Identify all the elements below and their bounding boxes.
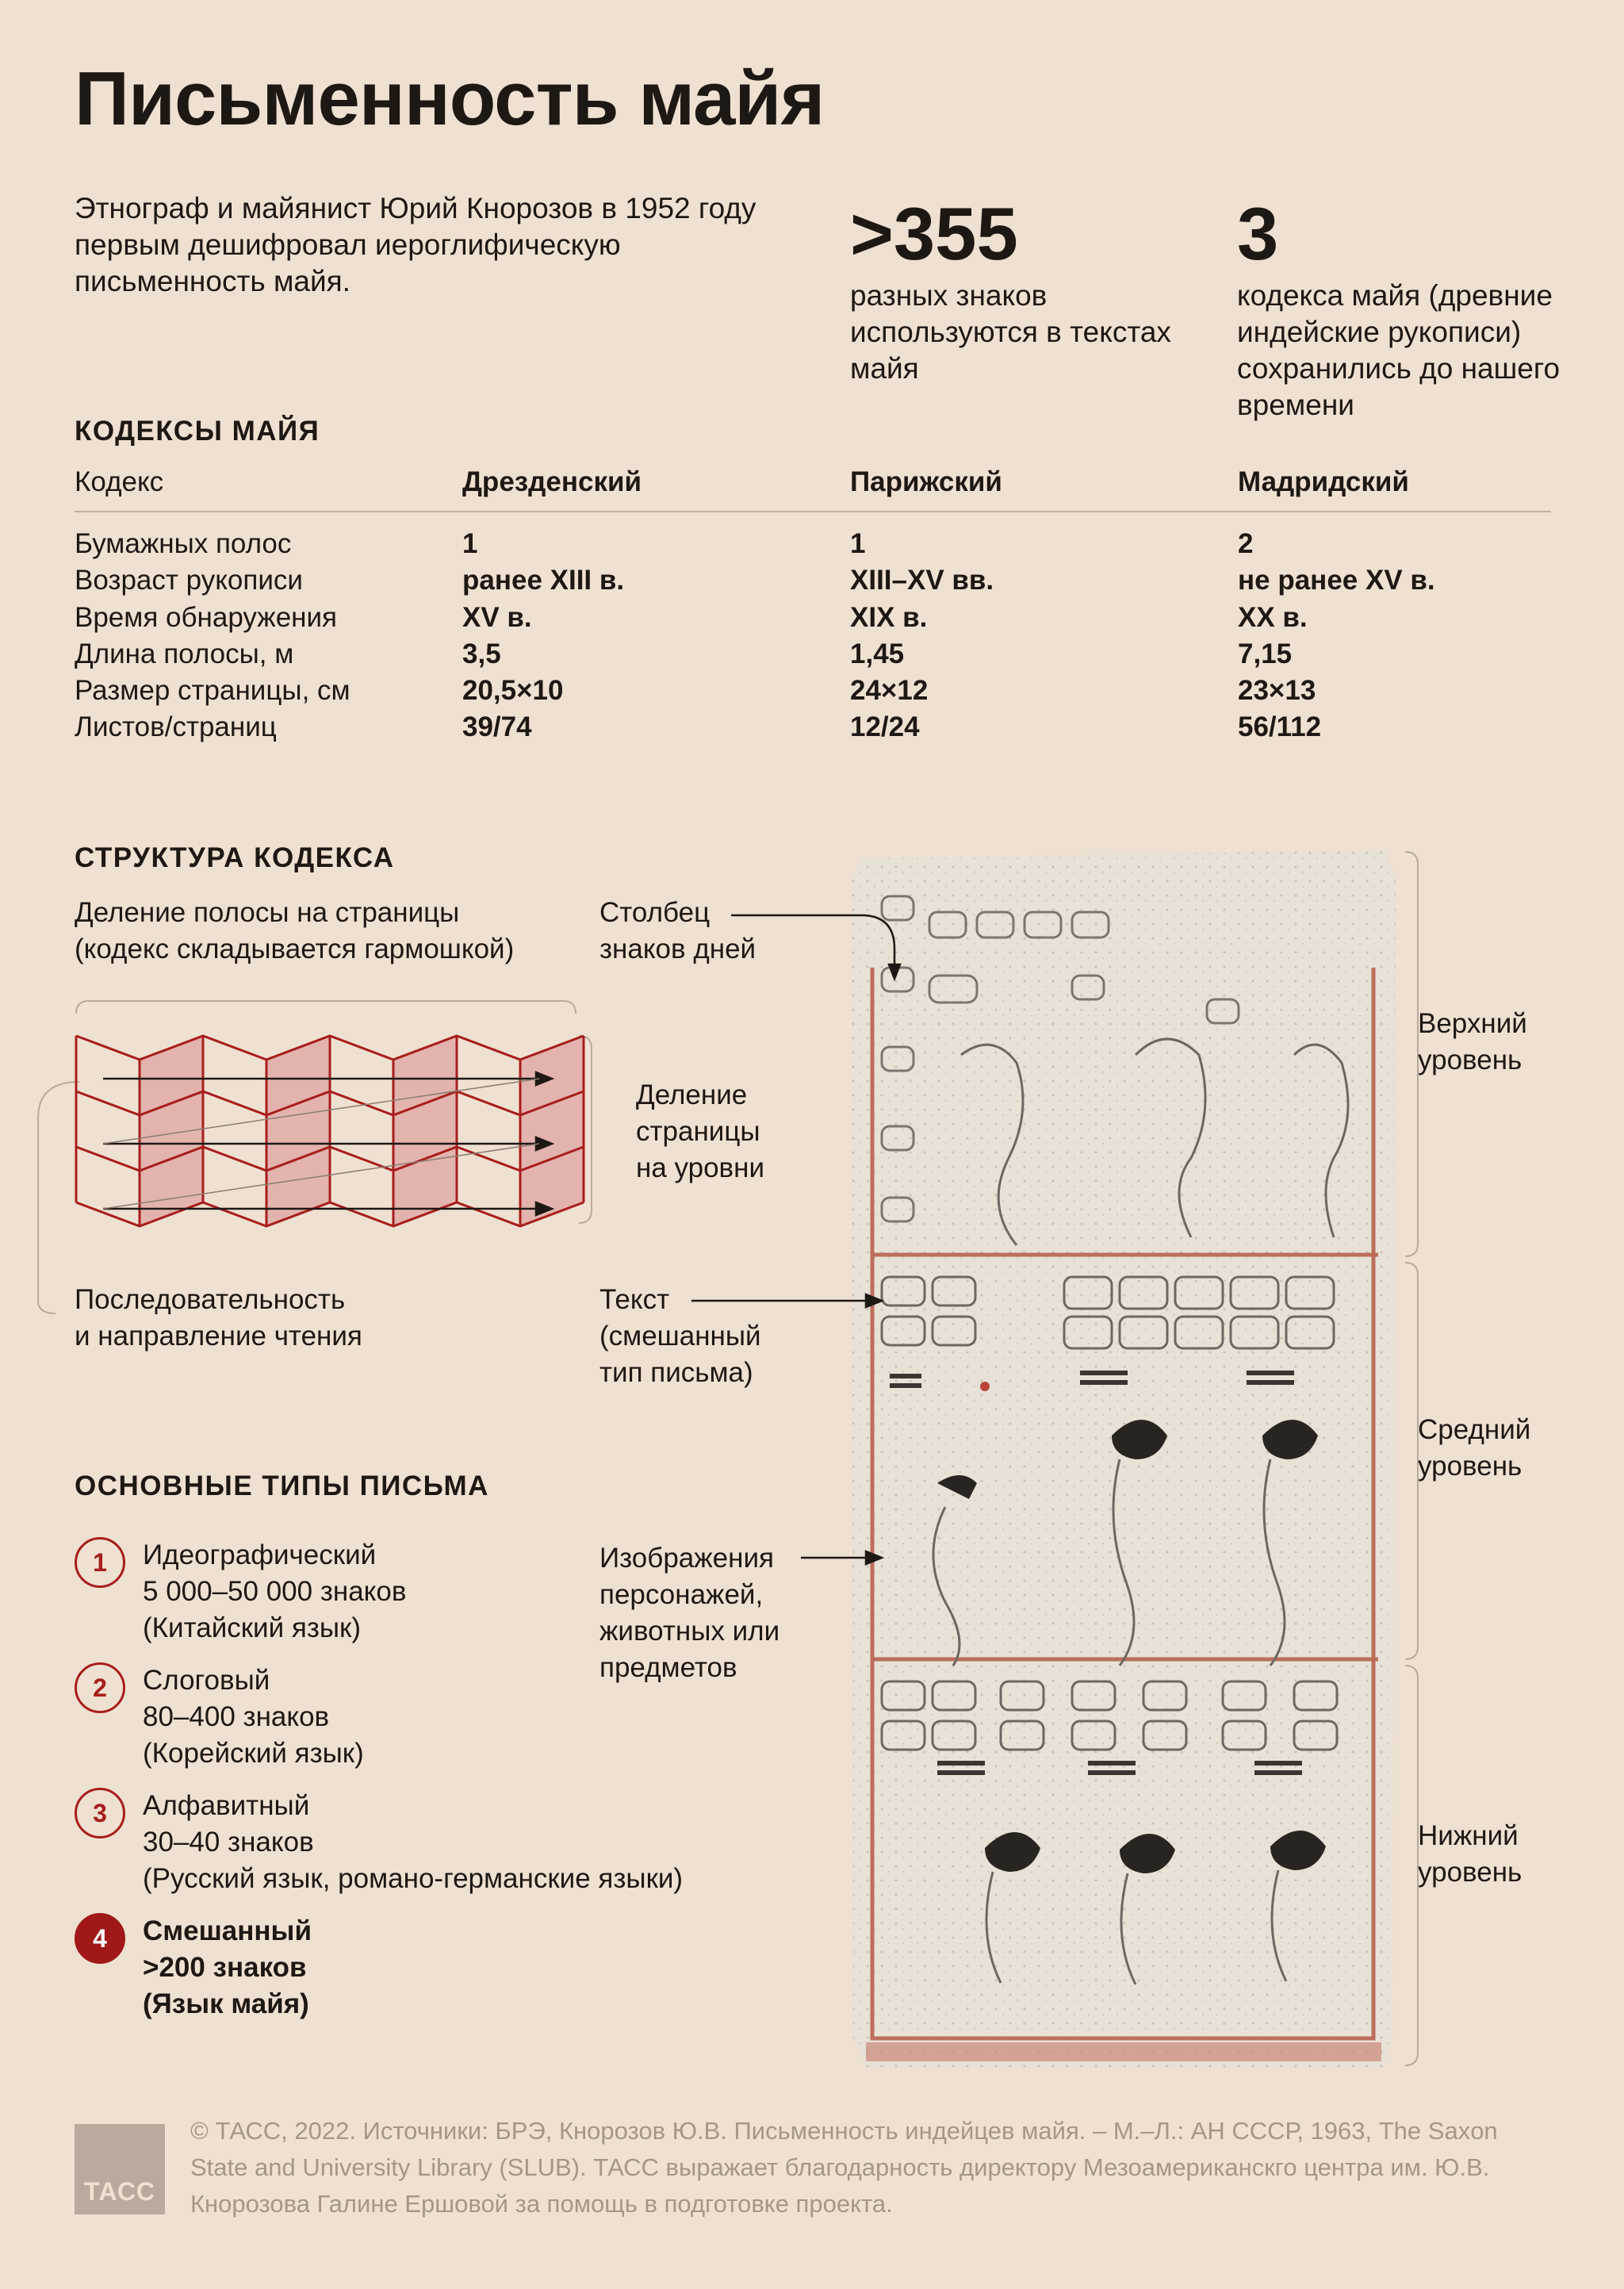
table-row bbox=[75, 512, 1551, 565]
table-cell: 3,5 bbox=[462, 638, 501, 669]
level-middle-line: уровень bbox=[1418, 1451, 1522, 1482]
table-cell: 24×12 bbox=[850, 675, 929, 707]
days-column-line: знаков дней bbox=[599, 934, 756, 964]
images-label-line: Изображения bbox=[599, 1543, 774, 1574]
levels-label-line: Деление bbox=[636, 1079, 748, 1110]
division-label-line: (кодекс складывается гармошкой) bbox=[75, 934, 515, 964]
type-number-badge: 4 bbox=[75, 1913, 125, 1964]
stat-codices-value: 3 bbox=[1237, 192, 1279, 275]
table-cell: 1,45 bbox=[850, 638, 905, 669]
list-item bbox=[75, 1662, 683, 1772]
codices-table bbox=[75, 466, 1551, 749]
table-cell: XIX в. bbox=[850, 601, 928, 633]
reading-order-label bbox=[75, 1282, 362, 1355]
type-count: 80–400 знаков bbox=[143, 1701, 330, 1732]
division-label bbox=[75, 895, 514, 968]
list-item bbox=[75, 1537, 683, 1647]
reading-order-line: и направление чтения bbox=[75, 1321, 362, 1352]
type-number-badge: 1 bbox=[75, 1537, 125, 1588]
list-item bbox=[75, 1913, 683, 2023]
table-row bbox=[75, 675, 1551, 711]
days-column-line: Столбец bbox=[599, 897, 710, 928]
table-row bbox=[75, 602, 1551, 638]
table-cell: 7,15 bbox=[1238, 638, 1293, 669]
level-middle-label bbox=[1418, 1412, 1530, 1485]
table-cell: XIII–XV вв. bbox=[850, 565, 994, 596]
table-cell: Возраст рукописи bbox=[75, 565, 303, 596]
structure-heading: СТРУКТУРА КОДЕКСА bbox=[75, 842, 395, 873]
writing-types-heading: ОСНОВНЫЕ ТИПЫ ПИСЬМА bbox=[75, 1470, 489, 1501]
table-cell: 39/74 bbox=[462, 711, 532, 743]
table-cell: XV в. bbox=[462, 601, 532, 633]
stat-codices bbox=[1237, 192, 1586, 424]
codex-page-illustration bbox=[850, 849, 1397, 2070]
page-title: Письменность майя bbox=[75, 56, 825, 141]
table-cell: 12/24 bbox=[850, 711, 920, 743]
type-name: Слоговый bbox=[143, 1665, 270, 1696]
type-example: (Корейский язык) bbox=[143, 1738, 364, 1769]
type-count: 5 000–50 000 знаков bbox=[143, 1576, 407, 1607]
levels-label-line: страницы bbox=[636, 1116, 760, 1147]
division-label-line: Деление полосы на страницы bbox=[75, 897, 460, 928]
column-header: Дрезденский bbox=[462, 466, 642, 497]
table-cell: 23×13 bbox=[1238, 675, 1316, 707]
table-cell: Время обнаружения bbox=[75, 601, 337, 633]
table-cell: 1 bbox=[462, 528, 478, 559]
type-example: (Русский язык, романо-германские языки) bbox=[143, 1863, 684, 1894]
stat-signs-text: разных знаков используются в текстах майя bbox=[850, 279, 1171, 385]
table-row bbox=[75, 565, 1551, 601]
type-count: >200 знаков bbox=[143, 1952, 307, 1983]
table-cell: не ранее XV в. bbox=[1238, 565, 1435, 596]
type-name: Смешанный bbox=[143, 1915, 312, 1946]
images-label-line: персонажей, bbox=[599, 1579, 764, 1610]
type-example: (Китайский язык) bbox=[143, 1612, 362, 1643]
table-cell: 20,5×10 bbox=[462, 675, 564, 707]
table-row bbox=[75, 638, 1551, 675]
table-cell: 2 bbox=[1238, 528, 1254, 559]
table-cell: Длина полосы, м bbox=[75, 638, 294, 669]
table-header-row bbox=[75, 466, 1551, 512]
level-top-label bbox=[1418, 1006, 1527, 1079]
callout-arrows bbox=[682, 888, 920, 1681]
footer-credits: © ТАСС, 2022. Источники: БРЭ, Кнорозов Ю.В. Письменность индейцев майя. – М.–Л.: АН СССР, 1963, The Saxon State and University Library (SLUB). ТАСС выражает благодарность директору Мезоамериканскго центра им. Ю.В. Кнорозова Галине Ершовой за помощь в подготовке проекта. bbox=[190, 2117, 1498, 2218]
level-bottom-line: уровень bbox=[1418, 1857, 1522, 1888]
type-name: Алфавитный bbox=[143, 1790, 310, 1821]
type-number-badge: 3 bbox=[75, 1788, 125, 1838]
column-header: Парижский bbox=[850, 466, 1002, 497]
level-middle-line: Средний bbox=[1418, 1414, 1531, 1445]
level-top-line: Верхний bbox=[1418, 1008, 1527, 1039]
images-label-line: животных или bbox=[599, 1616, 780, 1647]
table-cell: 1 bbox=[850, 528, 866, 559]
reading-order-line: Последовательность bbox=[75, 1284, 346, 1315]
type-number-badge: 2 bbox=[75, 1662, 125, 1713]
levels-label-line: на уровни bbox=[636, 1152, 765, 1183]
type-example: (Язык майя) bbox=[143, 1988, 309, 2019]
table-cell: ранее XIII в. bbox=[462, 565, 625, 596]
list-item bbox=[75, 1788, 683, 1897]
table-cell: Бумажных полос bbox=[75, 528, 292, 559]
text-label-line: Текст bbox=[599, 1284, 670, 1315]
writing-types-list bbox=[75, 1537, 683, 2038]
intro-text: Этнограф и майянист Юрий Кнорозов в 1952 году первым дешифровал иероглифическую письменность майя. bbox=[75, 192, 756, 297]
folding-diagram bbox=[32, 991, 619, 1325]
table-cell: XX в. bbox=[1238, 601, 1308, 633]
table-row bbox=[75, 711, 1551, 748]
stat-codices-text: кодекса майя (древние индейские рукописи) сохранились до нашего времени bbox=[1237, 279, 1561, 421]
level-top-line: уровень bbox=[1418, 1045, 1522, 1075]
type-count: 30–40 знаков bbox=[143, 1827, 314, 1858]
level-bottom-label bbox=[1418, 1818, 1522, 1891]
type-name: Идеографический bbox=[143, 1539, 377, 1570]
tass-logo: ТАСС bbox=[75, 2124, 165, 2214]
stat-signs bbox=[850, 192, 1183, 387]
codices-heading: КОДЕКСЫ МАЙЯ bbox=[75, 416, 320, 447]
column-header: Мадридский bbox=[1238, 466, 1409, 497]
images-label-line: предметов bbox=[599, 1652, 737, 1683]
column-header: Кодекс bbox=[75, 466, 164, 497]
stat-signs-value: >355 bbox=[850, 192, 1018, 275]
text-label-line: тип письма) bbox=[599, 1357, 753, 1388]
table-cell: Размер страницы, см bbox=[75, 675, 350, 707]
table-cell: Листов/страниц bbox=[75, 711, 277, 743]
table-cell: 56/112 bbox=[1238, 711, 1322, 743]
level-bottom-line: Нижний bbox=[1418, 1820, 1519, 1851]
text-label-line: (смешанный bbox=[599, 1321, 761, 1352]
